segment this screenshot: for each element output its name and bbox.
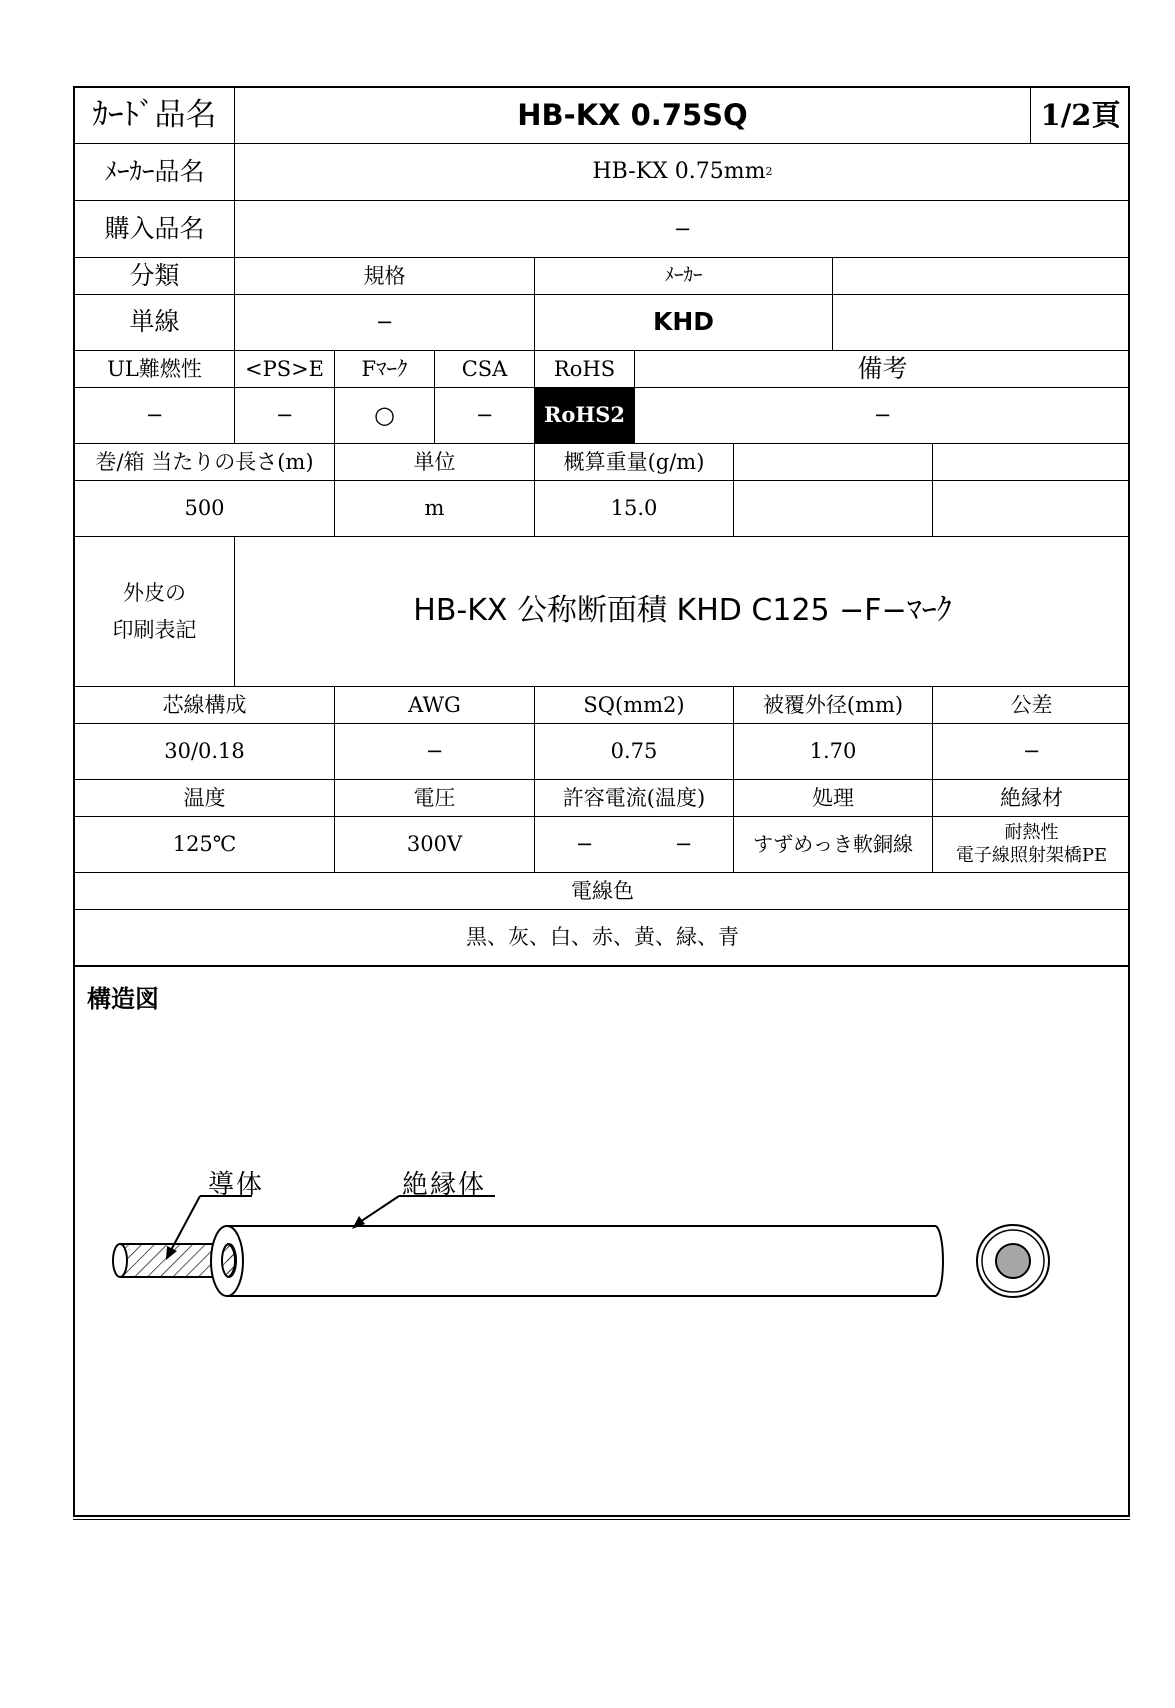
print-label-line1: 外皮の — [123, 580, 186, 605]
tolerance-value: − — [933, 724, 1130, 780]
current-value — [535, 817, 734, 873]
length-label: 巻/箱 当たりの長さ(m) — [75, 444, 335, 481]
extra-label — [833, 258, 1130, 295]
blank-label-1 — [734, 444, 933, 481]
blank-value-1 — [734, 481, 933, 537]
remarks-value: − — [635, 388, 1130, 444]
conductor-label: 導体 — [208, 1170, 265, 1200]
core-label: 芯線構成 — [75, 687, 335, 724]
rohs-value: RoHS2 — [535, 388, 635, 444]
weight-label: 概算重量(g/m) — [535, 444, 734, 481]
awg-value: − — [335, 724, 535, 780]
insulator-icon — [211, 1226, 943, 1296]
sq-value: 0.75 — [535, 724, 734, 780]
insulator-arrow-icon — [352, 1196, 399, 1229]
fmark-value: ○ — [335, 388, 435, 444]
tolerance-label: 公差 — [933, 687, 1130, 724]
fmark-label: Fﾏｰｸ — [335, 351, 435, 388]
maker-label: ﾒｰｶｰ — [535, 258, 833, 295]
maker-name-text: HB-KX 0.75mm — [592, 159, 766, 185]
sq-label: SQ(mm2) — [535, 687, 734, 724]
page-number: 1/2頁 — [1031, 88, 1130, 144]
card-name-value: HB-KX 0.75SQ — [235, 88, 1031, 144]
current-value-b: − — [674, 832, 693, 857]
temp-value: 125℃ — [75, 817, 335, 873]
print-value: HB-KX 公称断面積 KHD C125 −F−ﾏｰｸ — [235, 537, 1130, 687]
purchase-name-label: 購入品名 — [75, 201, 235, 258]
volt-value: 300V — [335, 817, 535, 873]
structure-title: 構造図 — [87, 985, 159, 1013]
current-value-a: − — [575, 832, 594, 857]
current-label: 許容電流(温度) — [535, 780, 734, 817]
insulation-value-line2: 電子線照射架橋PE — [955, 844, 1108, 866]
rohs-label: RoHS — [535, 351, 635, 388]
cable-diagram — [75, 967, 1128, 1515]
ul-label: UL難燃性 — [75, 351, 235, 388]
csa-label: CSA — [435, 351, 535, 388]
card-name-label: ｶｰﾄﾞ品名 — [75, 88, 235, 144]
maker-name-value — [235, 144, 1130, 201]
insulation-value — [933, 817, 1130, 873]
ul-value: − — [75, 388, 235, 444]
insulator-label: 絶縁体 — [402, 1170, 487, 1200]
maker-value: KHD — [535, 295, 833, 351]
core-value: 30/0.18 — [75, 724, 335, 780]
blank-label-2 — [933, 444, 1130, 481]
extra-value — [833, 295, 1130, 351]
cross-section-icon — [977, 1225, 1049, 1297]
classification-label: 分類 — [75, 258, 235, 295]
insulation-label: 絶縁材 — [933, 780, 1130, 817]
unit-value: m — [335, 481, 535, 537]
od-value: 1.70 — [734, 724, 933, 780]
maker-name-label: ﾒｰｶｰ品名 — [75, 144, 235, 201]
classification-value: 単線 — [75, 295, 235, 351]
structure-section — [75, 967, 1128, 1515]
remarks-label: 備考 — [635, 351, 1130, 388]
wire-color-value: 黒、灰、白、赤、黄、緑、青 — [75, 910, 1130, 967]
standard-label: 規格 — [235, 258, 535, 295]
print-label-line2: 印刷表記 — [112, 617, 197, 642]
standard-value: − — [235, 295, 535, 351]
temp-label: 温度 — [75, 780, 335, 817]
length-value: 500 — [75, 481, 335, 537]
weight-value: 15.0 — [535, 481, 734, 537]
spec-card — [73, 86, 1130, 1517]
print-label — [75, 537, 235, 687]
awg-label: AWG — [335, 687, 535, 724]
od-label: 被覆外径(mm) — [734, 687, 933, 724]
insulation-value-line1: 耐熱性 — [1004, 822, 1059, 843]
pse-label: <PS>E — [235, 351, 335, 388]
maker-name-unit-sup: 2 — [765, 164, 773, 178]
unit-label: 単位 — [335, 444, 535, 481]
wire-color-label: 電線色 — [75, 873, 1130, 910]
treatment-label: 処理 — [734, 780, 933, 817]
purchase-name-value: − — [235, 201, 1130, 258]
volt-label: 電圧 — [335, 780, 535, 817]
blank-value-2 — [933, 481, 1130, 537]
treatment-value: すずめっき軟銅線 — [734, 817, 933, 873]
pse-value: − — [235, 388, 335, 444]
csa-value: − — [435, 388, 535, 444]
